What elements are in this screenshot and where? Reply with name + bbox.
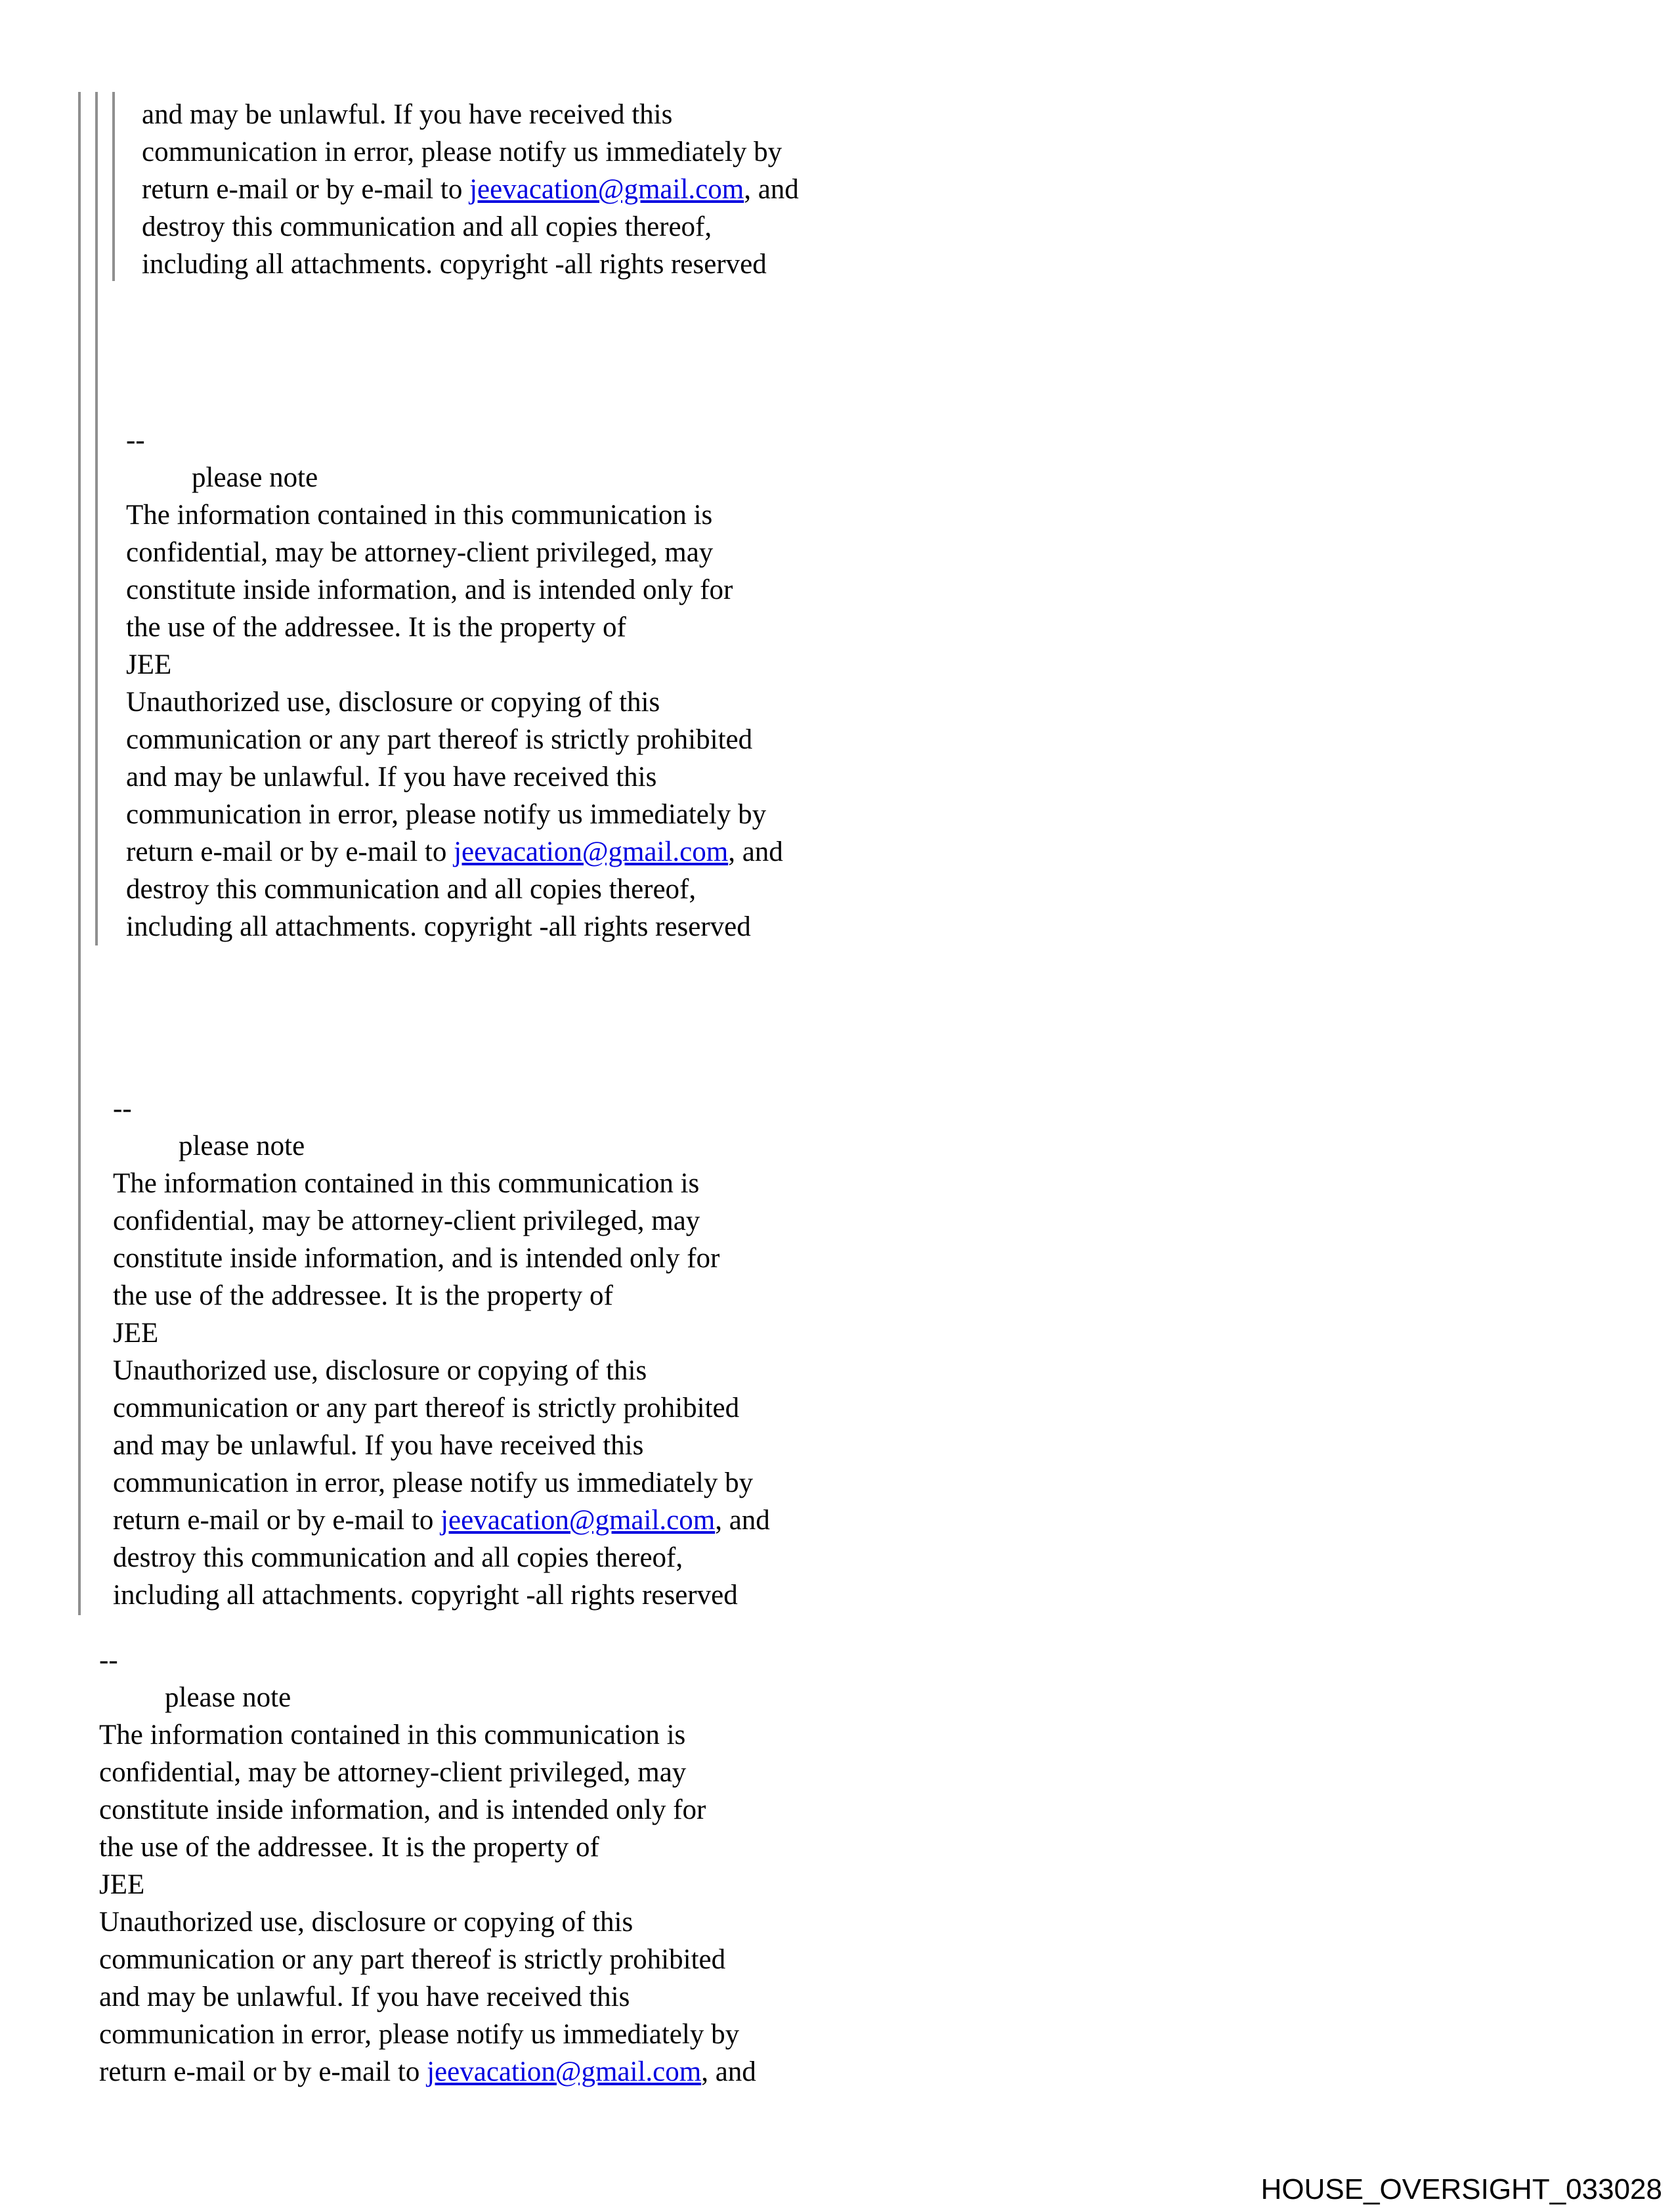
text-line [126,908,783,945]
text-line [113,1352,770,1389]
text-segment: including all attachments. copyright -all rights reserved [113,1580,738,1611]
text-segment: please note [179,1131,305,1161]
text-segment: and may be unlawful. If you have received this [113,1430,644,1461]
text-segment: return e-mail or by e-mail to [99,2056,427,2087]
text-line [99,1641,756,1679]
text-segment: , and [701,2056,756,2087]
text-line [113,1539,770,1576]
text-line [99,1679,756,1716]
email-address-link[interactable]: jeevacation@gmail.com [454,836,729,867]
text-line [99,1716,756,1754]
text-segment: constitute inside information, and is intended only for [126,575,733,605]
text-segment: confidential, may be attorney-client privileged, may [126,537,714,568]
text-segment: constitute inside information, and is intended only for [113,1243,720,1274]
text-line [99,1829,756,1866]
text-segment: communication or any part thereof is strictly prohibited [113,1393,740,1423]
text-segment: return e-mail or by e-mail to [113,1505,441,1536]
text-segment: , and [715,1505,770,1536]
text-segment: The information contained in this communication is [99,1720,686,1750]
text-segment: the use of the addressee. It is the property of [113,1280,613,1311]
text-segment: communication in error, please notify us immediately by [142,137,783,167]
text-line [113,1240,770,1277]
quote-bar-level-1 [78,92,81,1615]
text-line [126,871,783,908]
text-segment: , and [744,174,799,205]
email-address-link[interactable]: jeevacation@gmail.com [469,174,744,205]
disclaimer-full-unquoted [99,1641,756,2091]
text-segment: please note [165,1682,291,1713]
text-line [113,1464,770,1502]
text-line [99,1903,756,1941]
bates-number: HOUSE_OVERSIGHT_033028 [1260,2173,1662,2205]
text-line [126,422,783,459]
text-line [113,1427,770,1464]
text-line [126,571,783,609]
text-line [142,133,799,171]
text-line [126,459,783,496]
text-segment: communication or any part thereof is strictly prohibited [126,724,753,755]
text-line [113,1127,770,1165]
text-segment: destroy this communication and all copies thereof, [113,1542,683,1573]
text-segment: and may be unlawful. If you have received this [142,99,673,130]
text-segment: communication in error, please notify us immediately by [113,1467,754,1498]
text-segment: communication or any part thereof is strictly prohibited [99,1944,726,1975]
text-line [99,1866,756,1903]
text-line [126,721,783,758]
text-segment: and may be unlawful. If you have received this [99,1982,630,2012]
text-segment: -- [99,1645,118,1676]
text-line [142,208,799,246]
text-segment: communication in error, please notify us immediately by [99,2019,740,2050]
text-segment: constitute inside information, and is intended only for [99,1794,706,1825]
text-segment: including all attachments. copyright -all rights reserved [142,249,767,280]
text-segment: confidential, may be attorney-client privileged, may [113,1205,700,1236]
text-line [99,2016,756,2053]
text-line [126,683,783,721]
text-line [142,246,799,283]
text-segment: return e-mail or by e-mail to [142,174,470,205]
text-line [142,96,799,133]
text-segment: please note [192,462,318,493]
text-line [113,1277,770,1314]
text-line [113,1165,770,1202]
text-line [126,609,783,646]
text-line [126,758,783,796]
text-line [126,534,783,571]
text-segment: communication in error, please notify us immediately by [126,799,767,830]
text-segment: -- [126,425,145,456]
text-line [113,1314,770,1352]
text-segment: Unauthorized use, disclosure or copying of this [126,687,660,718]
text-segment: The information contained in this communication is [113,1168,700,1199]
text-segment: including all attachments. copyright -all rights reserved [126,911,751,942]
text-segment: destroy this communication and all copies thereof, [142,211,712,242]
text-line [99,2053,756,2091]
quote-bar-level-3 [112,92,115,281]
text-line [113,1090,770,1127]
quote-bar-level-2 [95,92,98,945]
text-segment: -- [113,1093,132,1124]
text-line [126,496,783,534]
text-line [99,1754,756,1791]
text-segment: The information contained in this communication is [126,500,713,531]
email-address-link[interactable]: jeevacation@gmail.com [427,2056,702,2087]
text-line [113,1389,770,1427]
text-segment: Unauthorized use, disclosure or copying of this [113,1355,647,1386]
email-address-link[interactable]: jeevacation@gmail.com [440,1505,716,1536]
text-line [142,171,799,208]
text-segment: return e-mail or by e-mail to [126,836,454,867]
text-segment: the use of the addressee. It is the property of [99,1832,599,1863]
quoted-disclaimer-full-2 [113,1090,770,1614]
text-line [126,646,783,683]
text-segment: JEE [126,649,172,680]
text-line [126,833,783,871]
text-segment: and may be unlawful. If you have received this [126,762,657,792]
text-segment: Unauthorized use, disclosure or copying of this [99,1907,633,1938]
text-line [99,1978,756,2016]
text-segment: confidential, may be attorney-client privileged, may [99,1757,687,1788]
text-line [113,1202,770,1240]
quoted-disclaimer-full-1 [126,422,783,945]
text-line [113,1502,770,1539]
text-segment: , and [728,836,783,867]
quoted-disclaimer-tail [142,96,799,283]
text-segment: destroy this communication and all copies thereof, [126,874,697,905]
text-line [99,1941,756,1978]
text-line [126,796,783,833]
text-segment: JEE [113,1318,159,1349]
text-segment: JEE [99,1869,145,1900]
text-line [99,1791,756,1829]
text-line [113,1576,770,1614]
text-segment: the use of the addressee. It is the property of [126,612,626,643]
